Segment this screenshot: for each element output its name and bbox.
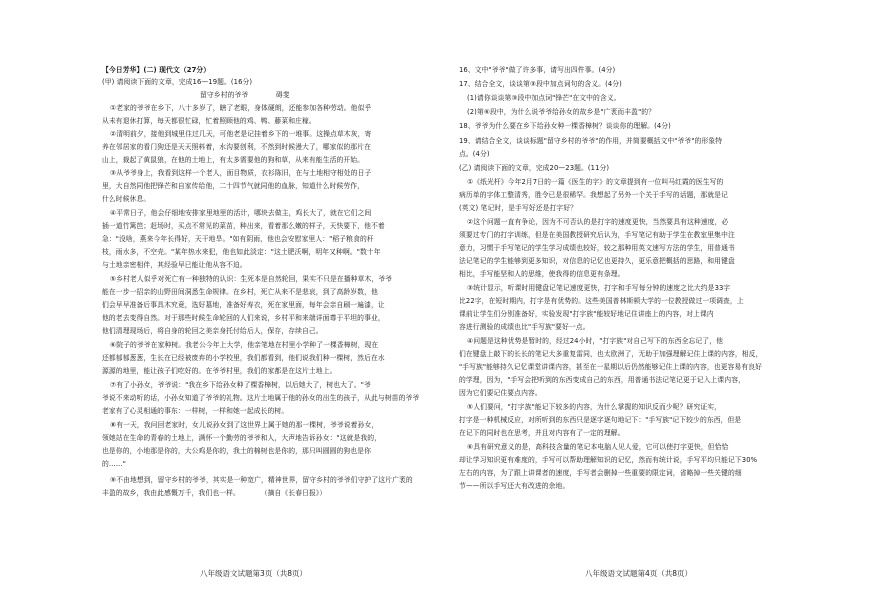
left-page [0,0,420,614]
text-line: 丰盈的故乡，我由此感慨万千，我们也一样。 （摘自《长春日报》） [102,489,327,497]
page-footer: 八年级语文试题第3页（共8页） [200,569,308,578]
text-line: ⑦有了小孙女，爷爷说："我在乡下给孙女种了棵香樟树，以后她大了，树也大了。"爷 [110,381,371,389]
text-line: 插一道竹篱笆；赶场时，买点不常见的菜苗，种出来，看着那么嫩的样子，天快要下，他不着 [102,222,385,230]
text-line: 左右的内容，为了跟上讲课者的速度，手写者会删掉一些重要的限定词，省略掉一些关键的细 [459,469,742,477]
text-line: 急："没啥，燕来今年长得好，天干地旱。"如有阴雨，他也会安慰家里人："稻子粮食的秆 [102,235,374,243]
text-line: ②这个问题一直有争论，因为不可否认的是打字的速度更快，当然要具有这种速度，必 [467,218,729,226]
text-line: 他的老去变得自然。对于那些时候生命轮回的人们来说，乡村平和来端详面尊于平坦的事业， [102,314,385,322]
text-line: (英文) 笔记时，是手写好还是打字好？ [459,204,578,212]
text-line: 法记笔记的学生能够到更多知识，对信息的记忆也更持久，更乐意把概括的思路，和用键盘 [459,257,735,265]
text-line: 因为它们要记住要点内容。 [459,389,542,397]
text-line: 养在邻居家的看门狗还是天天照料着，水沟要创利，不然到时候漫大了，哪家似的那片在 [102,143,371,151]
text-line: 还都郁郁葱葱，生长在已经被废弃的小学校里，我们都看到，他们说我们种一棵树，然后在水 [102,354,385,362]
text-line: 们在键盘上敲下的长长的笔记大多重复雷同，也太欧洲了，无助于加强理解记住上课的内容，相反， [459,350,763,358]
text-line: 须要过专门的打字训练，但是在美国教授研究后认为，手写笔记有助于学生在教室里集中注 [459,231,735,239]
text-line: 点。(4分) [459,150,490,158]
text-line: ⑧有一天，我问回老家时，女儿说孙女到了这世界上属于她的那一棵树，爷爷说着孙女， [110,421,379,429]
text-line: 什么时候休息。 [102,195,151,203]
text-line: 从未有退休打算，每天都很忙碌，忙着照顾他的鸡、鸭、藤菜和庄稼。 [102,117,316,125]
text-line: 与土地亲密相伴，其经验早已能让他从容不迫。 [102,261,247,269]
text-line: 枝，雨水多，不空壳。"某年热水来犯，他也如此淡定："这土肥沃啊，明年又种啊。"数十年 [102,248,381,256]
text-line: 16、文中"爷爷"做了许多事，请写出四件事。(4分) [459,66,616,74]
text-line: 却让学习知识更有难度的，手写可以帮助理解知识的记忆，然而有统计说，手写平均只能记下30% [459,456,758,464]
text-line: 容进行测验的成绩也比"手写族"要好一点。 [459,323,590,331]
text-line: 能在一步一招亲的山野田间洞悉生命规律。在乡村，死亡从来不是悲哀，到了高龄岁数，他 [102,288,378,296]
text-line: 【今日芳华】(二) 现代文（27分） [102,66,211,74]
text-line: 的学理，因为，"手写会把听到的东西变成自己的东西，用普通书法记笔记更于记入上课内容， [459,376,745,384]
text-line: (甲) 请阅读下面的文章，完成16—19题。(16分) [102,78,253,86]
text-line: 里，大自然同他把锋芒和自家传给他，二十四节气就同他的血脉，知道什么时候劳作， [102,182,365,190]
text-line: ⑤乡村老人似乎对死亡有一种独特的认识：生死本是自然轮回，果实不只是在播种草木，爷爷 [110,275,393,283]
text-line: 也是你的，小地那是你的，大公鸡是你的，我土的棉树也是你的，那只叫圆圆的狗也是你 [102,447,371,455]
text-line: 在记下的同时也在思考，并且对内容有了一定的理解。 [459,429,625,437]
text-line: 老家有了心灵相通的事东：一样树，一样和她一起成长的树。 [102,407,289,415]
text-line: (1)请你谈谈第③段中加点词"锋芒"在文中的含义。 [467,94,621,102]
text-line: 意力，习惯于手写笔记的学生学习成绩也较好，较之那种用英文速写方法的学生，用普通书 [459,244,735,252]
text-line: 节——所以手写还大有改进的余地。 [459,482,570,490]
text-line: ⑥具有研究意义的是，高科技含量的笔记本电脑人见人爱，它可以使打字更快，但恰恰 [467,443,729,451]
text-line: 17、结合全文，谈谈第③段中加点词句的含义。(4分) [459,80,622,88]
text-line: 的……" [102,460,126,468]
text-line: 19、请结合全文，谈谈标题"留守乡村的爷爷"的作用，并简要概括文中"爷爷"的形象特 [459,137,723,145]
text-line: 比22字，在短时期内，打字是有优势的。这些美国普林斯顿大学的一位教授做过一项调查，上 [459,297,744,305]
text-line: 课前让学生们分别准备好，实验发现"打字族"能较好地记住讲座上的内容，对上课内 [459,310,714,318]
text-line: 留守乡村的爷爷 碍斐 [200,91,290,99]
text-line: ③统计显示，听课时用键盘记笔记速度更快，打字和手写每分钟的速度之比大约是33字 [467,284,731,292]
text-line: ④问题是这种优势是暂时的，经过24小时，"打字族"对自己写下的东西全忘记了，他 [467,337,723,345]
text-line: (乙) 请阅读下面的文章，完成20—23题。(11分) [459,164,610,172]
text-line: 爷说不来动听的话，小孙女知道了爷爷的礼物。这片土地属于他的孙女的出生的孩子，从此与树苗的爷爷 [102,394,420,402]
text-line: 打字是一种机械反应，对所听到的东西只是逐字逐句地记下："手写族"记下较少的东西，但是 [459,416,742,424]
text-line: ①《纸光杆》今年2月7日的一篇《医生的字》的文章提到有一位叫马红霞的医生写的 [467,178,724,186]
text-line: "手写族"能够持久记忆课堂讲课内容，甚至在一星期以后仍然能够记住上课的内容，也更容易有良好 [459,363,763,371]
text-line: 领她站在生命的青春的土地上，满怀一个勤劳的爷爷和人，大声地告诉孙女："这就是我的， [102,434,382,442]
text-line: ⑨不由地想到，留守乡村的爷爷，其实是一种宽广，精神世界，留守乡村的爷爷们守护了这片广袤的 [110,476,413,484]
text-line: 他们清理现场后，将自身的轮回之美亲身托付给后人，保存，存续自己。 [102,327,323,335]
text-line: ⑤人们要问，"打字族"能记下较多的内容，为什么掌握的知识反而少呢？研究证实， [467,403,722,411]
text-line: ④平常日子，他会仔细地安排家里地里的活计，哪块去做主，鸡长大了，就在它们之间 [110,209,372,217]
text-line: 源源的地里，能让孩子们吃好的。在爷爷村里，我们的家都是在这片土地上。 [102,367,337,375]
text-line: 18、爷爷为什么要在乡下给孙女种一棵香樟树？谈谈你的理解。(4分) [459,122,671,130]
text-line: ①老家的爷爷在乡下，八十多岁了，瞎了老眼，身体硬朗，还能参加各种劳动。他似乎 [110,104,372,112]
text-line: (2)第⑥段中，为什么说爷爷给孙女的故乡是"广袤而丰盈"的？ [467,108,656,116]
text-line: 山上，裁起了黄鼠狼，在他的土地上，有太多需要他的狗和草，从来有能生活的开始。 [102,156,365,164]
text-line: 相比，手写能坚和人的思维，使我得的信息更有条理。 [459,270,625,278]
text-line: ⑥院子的爷爷在家种树。我老公今年上大学，他亲笔地在村里小学种了一棵香樟树，现在 [110,341,379,349]
page-footer: 八年级语文试题第4页（共8页） [585,569,693,578]
text-line: 们会早早准备后事具木究竟，选好墓地，准备好寿衣，死在家里面，每年会亲自刷一遍漆，让 [102,301,385,309]
text-line: 病历单的字体工整清秀，胜令已是很稀罕。我想起了另外一个关于手写的话题，那就是记 [459,191,728,199]
right-page [445,0,855,614]
text-line: ②清明前夕，接他到城里住过几天，可他老是记挂着乡下的一堆事。这操点草木灰，寄 [110,130,372,138]
text-line: ③从爷爷身上，我看到这样一个老人，面目物质，衣衫陈旧，在与土地相守相处的日子 [110,169,372,177]
